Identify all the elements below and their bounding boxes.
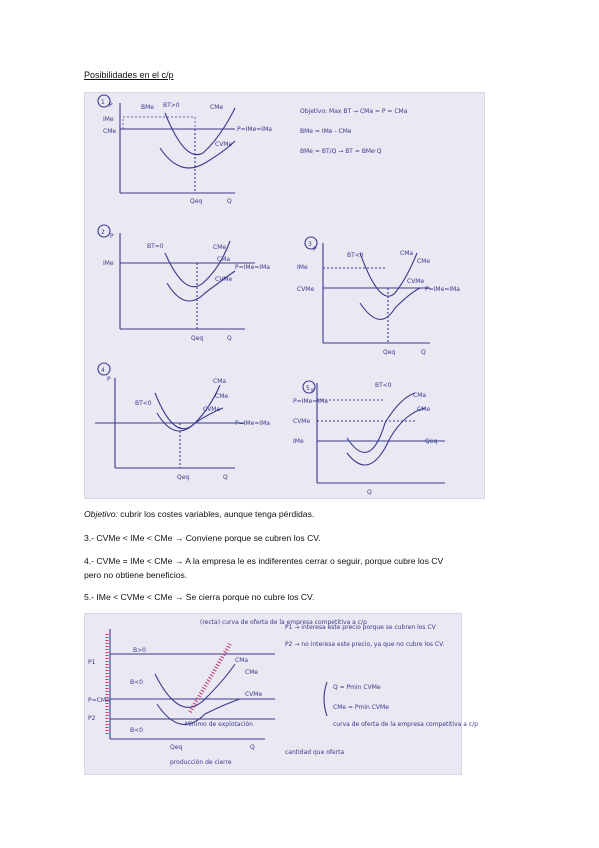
svg-text:P: P — [313, 246, 317, 253]
svg-text:BT<0: BT<0 — [347, 252, 364, 259]
svg-text:BT<0: BT<0 — [135, 400, 152, 407]
svg-text:cantidad que oferta: cantidad que oferta — [285, 749, 345, 756]
svg-text:IMe: IMe — [103, 260, 114, 267]
svg-text:Qeq: Qeq — [177, 474, 190, 481]
svg-text:Q = Pmin CVMe: Q = Pmin CVMe — [333, 684, 381, 691]
svg-text:P=IMe=IMa: P=IMe=IMa — [235, 264, 270, 271]
svg-text:P=IMe=IMa: P=IMe=IMa — [237, 126, 272, 133]
supply-curve-photo — [84, 613, 478, 775]
svg-text:4: 4 — [101, 367, 105, 374]
svg-text:CMe: CMe — [103, 128, 117, 135]
svg-text:5: 5 — [306, 385, 310, 392]
svg-text:CMe: CMe — [210, 104, 224, 111]
supply-curve-drawing — [85, 614, 478, 774]
graph-2 — [98, 225, 270, 342]
svg-text:BT<0: BT<0 — [375, 382, 392, 389]
svg-text:2: 2 — [101, 229, 105, 236]
handwritten-graphs-photo — [84, 92, 485, 499]
svg-text:CMe = Pmin CVMe: CMe = Pmin CVMe — [333, 704, 389, 711]
svg-text:Objetivo: Max BT → CMa = P = C: Objetivo: Max BT → CMa = P = CMa — [300, 108, 408, 115]
svg-text:Q: Q — [227, 198, 232, 205]
objective-line — [84, 509, 314, 519]
graph-1-notes — [300, 108, 408, 155]
svg-text:curva de oferta de la empresa: curva de oferta de la empresa competitiva a c/p — [333, 721, 478, 728]
graph-1 — [98, 95, 272, 205]
svg-text:Mínimo de explotación: Mínimo de explotación — [185, 721, 253, 728]
svg-text:B<0: B<0 — [130, 727, 143, 734]
svg-text:CMe: CMe — [245, 669, 259, 676]
svg-text:P: P — [109, 102, 113, 109]
point-4-line-1: 4.- CVMe = IMe < CMe → A la empresa le es indiferentes cerrar o seguir, porque cubre los CV — [84, 556, 444, 566]
svg-text:CMa: CMa — [400, 250, 414, 257]
svg-text:IMe: IMe — [293, 438, 304, 445]
svg-text:Q: Q — [421, 349, 426, 356]
graph-5 — [293, 381, 445, 496]
graph-3 — [297, 237, 460, 356]
svg-text:P2 → no interesa este precio,: P2 → no interesa este precio, ya que no cubre los CV. — [285, 641, 445, 648]
svg-text:CMa: CMa — [235, 657, 249, 664]
objective-text: cubrir los costes variables, aunque tenga pérdidas. — [117, 509, 315, 519]
svg-text:CVMe: CVMe — [297, 286, 315, 293]
svg-text:Qeq: Qeq — [383, 349, 396, 356]
svg-text:IMe: IMe — [297, 264, 308, 271]
svg-text:Qeq: Qeq — [425, 438, 438, 445]
point-5: 5.- IMe < CVMe < CMe → Se cierra porque no cubre los CV. — [84, 592, 315, 602]
svg-text:Q: Q — [250, 744, 255, 751]
svg-text:P=CMe: P=CMe — [88, 697, 110, 704]
svg-text:Q: Q — [367, 489, 372, 496]
svg-text:P: P — [107, 376, 111, 383]
svg-text:BT>0: BT>0 — [163, 102, 180, 109]
graph-4 — [95, 363, 270, 481]
svg-text:CMe: CMe — [417, 258, 431, 265]
svg-text:CMe: CMe — [215, 393, 229, 400]
svg-text:P1 → interesa este precio porq: P1 → interesa este precio porque se cubren los CV — [285, 624, 436, 631]
svg-text:CMe: CMe — [213, 244, 227, 251]
graphs-drawing — [85, 93, 484, 498]
svg-text:Q: Q — [227, 335, 232, 342]
svg-text:BMe = BT/Q → BT = BMe·Q: BMe = BT/Q → BT = BMe·Q — [300, 148, 382, 155]
svg-text:P1: P1 — [88, 659, 96, 666]
point-4-line-2: pero no obtiene beneficios. — [84, 570, 188, 580]
svg-text:IMe: IMe — [103, 116, 114, 123]
svg-text:producción de cierre: producción de cierre — [170, 759, 232, 766]
svg-text:P: P — [311, 388, 315, 395]
svg-text:CVMe: CVMe — [215, 141, 233, 148]
svg-text:3: 3 — [308, 241, 312, 248]
svg-text:CMa: CMa — [213, 378, 227, 385]
svg-text:B>0: B>0 — [133, 647, 146, 654]
svg-text:Qeq: Qeq — [190, 198, 203, 205]
svg-text:CVMe: CVMe — [203, 406, 221, 413]
svg-text:CMa: CMa — [217, 256, 231, 263]
svg-text:Qeq: Qeq — [170, 744, 183, 751]
supply-notes — [285, 624, 478, 756]
graph-1-number: 1 — [101, 99, 105, 106]
svg-text:CVMe: CVMe — [245, 691, 263, 698]
svg-text:CVMe: CVMe — [293, 418, 311, 425]
svg-text:CVMe: CVMe — [407, 278, 425, 285]
point-3: 3.- CVMe < IMe < CMe → Conviene porque se cubren los CV. — [84, 533, 321, 543]
svg-text:BMe = IMe - CMe: BMe = IMe - CMe — [300, 128, 352, 135]
svg-text:P=IMe=IMa: P=IMe=IMa — [425, 286, 460, 293]
svg-text:B<0: B<0 — [130, 679, 143, 686]
svg-text:P=IMe=IMa: P=IMe=IMa — [293, 398, 328, 405]
svg-text:Qeq: Qeq — [191, 335, 204, 342]
svg-text:BT=0: BT=0 — [147, 243, 164, 250]
svg-text:(recta) curva de oferta de la: (recta) curva de oferta de la empresa competitiva a c/p — [200, 619, 367, 626]
svg-text:P2: P2 — [88, 715, 96, 722]
svg-text:P: P — [110, 233, 114, 240]
svg-text:P=IMe=IMa: P=IMe=IMa — [235, 420, 270, 427]
svg-text:CVMe: CVMe — [215, 276, 233, 283]
svg-text:BMe: BMe — [141, 104, 154, 111]
svg-text:CMe: CMe — [417, 406, 431, 413]
objective-label: Objetivo: — [84, 509, 118, 519]
svg-text:Q: Q — [223, 474, 228, 481]
svg-text:CMa: CMa — [413, 392, 427, 399]
document-heading: Posibilidades en el c/p — [84, 70, 174, 80]
